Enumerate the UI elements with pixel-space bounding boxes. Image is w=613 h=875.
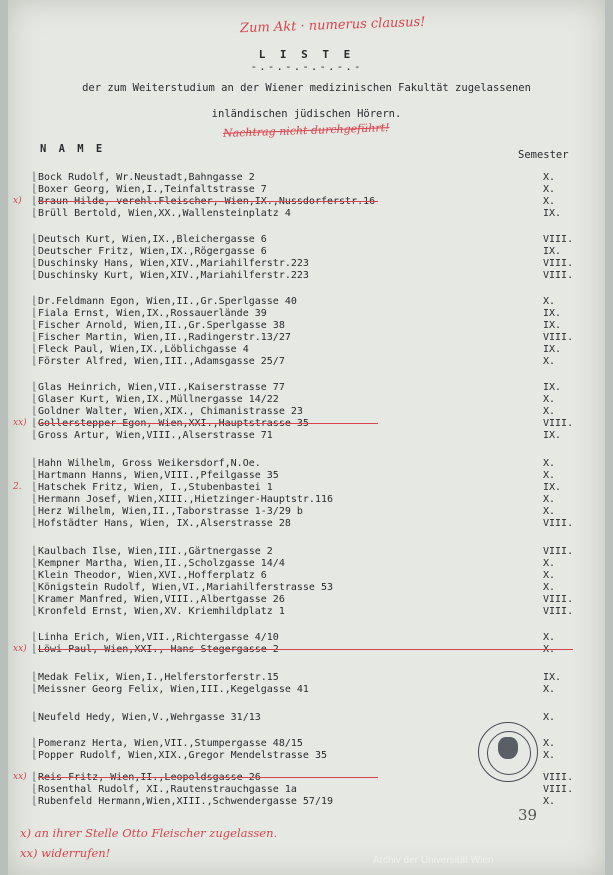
- list-row: [31, 256, 593, 269]
- strikethrough-line: [38, 423, 378, 424]
- semester-value: VIII.: [543, 234, 574, 245]
- list-row: [31, 782, 593, 795]
- semester-value: VIII.: [543, 518, 574, 529]
- semester-value: X.: [543, 406, 556, 417]
- semester-value: VIII.: [543, 258, 574, 269]
- list-row: [31, 468, 593, 481]
- student-entry: Hahn Wilhelm, Gross Weikersdorf,N.Oe.: [38, 458, 261, 469]
- checkmark-icon: ⌊: [31, 480, 38, 493]
- semester-value: X.: [543, 712, 556, 723]
- semester-value: IX.: [543, 344, 562, 355]
- list-row: [31, 306, 593, 319]
- student-entry: Fiala Ernst, Wien,IX.,Rossauerlände 39: [38, 308, 267, 319]
- subtitle-line-1: der zum Weiterstudium an der Wiener medizinischen Fakultät zugelassenen: [82, 82, 531, 94]
- list-row: [31, 592, 593, 605]
- checkmark-icon: ⌊: [31, 670, 38, 683]
- student-entry: Kaulbach Ilse, Wien,III.,Gärtnergasse 2: [38, 546, 273, 557]
- semester-value: VIII.: [543, 270, 574, 281]
- student-entry: Glas Heinrich, Wien,VII.,Kaiserstrasse 77: [38, 382, 285, 393]
- semester-value: X.: [543, 506, 556, 517]
- list-row: [31, 682, 593, 695]
- checkmark-icon: ⌊: [31, 354, 38, 367]
- checkmark-icon: ⌊: [31, 544, 38, 557]
- archive-stamp: [478, 722, 538, 782]
- list-row: [31, 268, 593, 281]
- checkmark-icon: ⌊: [31, 330, 38, 343]
- strikethrough-line: [38, 777, 378, 778]
- student-entry: Deutsch Kurt, Wien,IX.,Bleichergasse 6: [38, 234, 267, 245]
- checkmark-icon: ⌊: [31, 256, 38, 269]
- list-row: [31, 794, 593, 807]
- checkmark-icon: ⌊: [31, 268, 38, 281]
- semester-value: X.: [543, 296, 556, 307]
- student-entry: Klein Theodor, Wien,XVI.,Hofferplatz 6: [38, 570, 267, 581]
- semester-value: X.: [543, 738, 556, 749]
- checkmark-icon: ⌊: [31, 782, 38, 795]
- checkmark-icon: ⌊: [31, 592, 38, 605]
- eagle-seal-icon: [498, 737, 518, 759]
- footnote-replacement: x) an ihrer Stelle Otto Fleischer zugelassen.: [20, 826, 278, 840]
- checkmark-icon: ⌊: [31, 556, 38, 569]
- student-entry: Kronfeld Ernst, Wien,XV. Kriemhildplatz 1: [38, 606, 285, 617]
- semester-value: IX.: [543, 308, 562, 319]
- row-marker: x): [13, 196, 22, 206]
- student-entry: Boxer Georg, Wien,I.,Teinfaltstrasse 7: [38, 184, 267, 195]
- checkmark-icon: ⌊: [31, 682, 38, 695]
- checkmark-icon: ⌊: [31, 404, 38, 417]
- checkmark-icon: ⌊: [31, 748, 38, 761]
- student-entry: Bock Rudolf, Wr.Neustadt,Bahngasse 2: [38, 172, 255, 183]
- list-row: [13, 480, 593, 493]
- student-entry: Fischer Martin, Wien,II.,Radingerstr.13/27: [38, 332, 291, 343]
- semester-value: VIII.: [543, 594, 574, 605]
- student-entry: Neufeld Hedy, Wien,V.,Wehrgasse 31/13: [38, 712, 261, 723]
- student-entry: Duschinsky Hans, Wien,XIV.,Mariahilferstr.223: [38, 258, 309, 269]
- student-entry: Kempner Martha, Wien,II.,Scholzgasse 14/4: [38, 558, 285, 569]
- row-marker: 2.: [13, 482, 22, 492]
- semester-value: X.: [543, 172, 556, 183]
- list-row: [13, 416, 593, 429]
- student-entry: Medak Felix, Wien,I.,Helferstorferstr.15: [38, 672, 279, 683]
- list-row: [31, 556, 593, 569]
- list-row: [31, 380, 593, 393]
- list-row: [31, 392, 593, 405]
- student-entry: Goldner Walter, Wien,XIX., Chimanistrasse 23: [38, 406, 303, 417]
- student-entry: Glaser Kurt, Wien,IX.,Müllnergasse 14/22: [38, 394, 279, 405]
- semester-value: X.: [543, 750, 556, 761]
- checkmark-icon: ⌊: [31, 380, 38, 393]
- checkmark-icon: ⌊: [31, 770, 38, 783]
- column-header-semester: Semester: [518, 149, 569, 161]
- student-entry: Deutscher Fritz, Wien,IX.,Rögergasse 6: [38, 246, 267, 257]
- semester-value: X.: [543, 684, 556, 695]
- list-row: [31, 568, 593, 581]
- strikethrough-line: [38, 649, 573, 650]
- semester-value: X.: [543, 570, 556, 581]
- semester-value: X.: [543, 582, 556, 593]
- subtitle-line-2: inländischen jüdischen Hörern.: [211, 108, 402, 120]
- handwritten-top-note: Zum Akt · numerus clausus!: [239, 14, 426, 37]
- student-entry: Hatschek Fritz, Wien, I.,Stubenbastei 1: [38, 482, 273, 493]
- student-entry: Gross Artur, Wien,VIII.,Alserstrasse 71: [38, 430, 273, 441]
- semester-value: X.: [543, 458, 556, 469]
- list-row: [31, 492, 593, 505]
- student-entry: Meissner Georg Felix, Wien,III.,Kegelgasse 41: [38, 684, 309, 695]
- checkmark-icon: ⌊: [31, 456, 38, 469]
- checkmark-icon: ⌊: [31, 342, 38, 355]
- checkmark-icon: ⌊: [31, 392, 38, 405]
- student-entry: Pomeranz Herta, Wien,VII.,Stumpergasse 48/15: [38, 738, 303, 749]
- checkmark-icon: ⌊: [31, 416, 38, 429]
- semester-value: X.: [543, 356, 556, 367]
- archive-watermark: Archiv der Universität Wien: [373, 855, 494, 866]
- student-entry: Hartmann Hanns, Wien,VIII.,Pfeilgasse 35: [38, 470, 279, 481]
- semester-value: X.: [543, 470, 556, 481]
- semester-value: IX.: [543, 672, 562, 683]
- list-row: [31, 516, 593, 529]
- checkmark-icon: ⌊: [31, 206, 38, 219]
- semester-value: VIII.: [543, 418, 574, 429]
- list-row: [31, 206, 593, 219]
- row-marker: xx): [13, 772, 27, 782]
- checkmark-icon: ⌊: [31, 504, 38, 517]
- list-row: [31, 428, 593, 441]
- semester-value: IX.: [543, 482, 562, 493]
- semester-value: X.: [543, 184, 556, 195]
- checkmark-icon: ⌊: [31, 294, 38, 307]
- list-row: [31, 456, 593, 469]
- student-entry: Duschinsky Kurt, Wien,XIV.,Mariahilferstr.223: [38, 270, 309, 281]
- student-entry: Förster Alfred, Wien,III.,Adamsgasse 25/7: [38, 356, 285, 367]
- checkmark-icon: ⌊: [31, 182, 38, 195]
- semester-value: VIII.: [543, 606, 574, 617]
- checkmark-icon: ⌊: [31, 232, 38, 245]
- checkmark-icon: ⌊: [31, 736, 38, 749]
- semester-value: IX.: [543, 430, 562, 441]
- list-row: [31, 630, 593, 643]
- list-row: [31, 670, 593, 683]
- checkmark-icon: ⌊: [31, 244, 38, 257]
- list-row: [31, 504, 593, 517]
- list-row: [31, 604, 593, 617]
- document-title: L I S T E: [258, 48, 355, 61]
- semester-value: X.: [543, 394, 556, 405]
- semester-value: X.: [543, 796, 556, 807]
- semester-value: X.: [543, 558, 556, 569]
- semester-value: VIII.: [543, 784, 574, 795]
- list-row: [13, 194, 593, 207]
- title-rule: -.-.-.-.-.-.-: [250, 60, 363, 73]
- checkmark-icon: ⌊: [31, 318, 38, 331]
- checkmark-icon: ⌊: [31, 516, 38, 529]
- student-entry: Rubenfeld Hermann,Wien,XIII.,Schwendergasse 57/19: [38, 796, 334, 807]
- student-entry: Brüll Bertold, Wien,XX.,Wallensteinplatz 4: [38, 208, 291, 219]
- student-entry: Rosenthal Rudolf, XI.,Rautenstrauchgasse 1a: [38, 784, 297, 795]
- student-entry: Fischer Arnold, Wien,II.,Gr.Sperlgasse 38: [38, 320, 285, 331]
- checkmark-icon: ⌊: [31, 642, 38, 655]
- list-row: [31, 330, 593, 343]
- semester-value: X.: [543, 632, 556, 643]
- student-entry: Linha Erich, Wien,VII.,Richtergasse 4/10: [38, 632, 279, 643]
- semester-value: X.: [543, 196, 556, 207]
- semester-value: VIII.: [543, 772, 574, 783]
- footnote-revoked: xx) widerrufen!: [20, 846, 111, 860]
- checkmark-icon: ⌊: [31, 194, 38, 207]
- list-row: [31, 404, 593, 417]
- semester-value: IX.: [543, 246, 562, 257]
- checkmark-icon: ⌊: [31, 568, 38, 581]
- checkmark-icon: ⌊: [31, 428, 38, 441]
- document-page: [8, 0, 605, 875]
- list-row: [31, 294, 593, 307]
- student-entry: Dr.Feldmann Egon, Wien,II.,Gr.Sperlgasse 40: [38, 296, 297, 307]
- list-row: [31, 244, 593, 257]
- page-number: 39: [518, 806, 538, 824]
- list-row: [31, 232, 593, 245]
- semester-value: IX.: [543, 382, 562, 393]
- student-entry: Königstein Rudolf, Wien,VI.,Mariahilferstrasse 53: [38, 582, 334, 593]
- semester-value: VIII.: [543, 332, 574, 343]
- student-entry: Popper Rudolf, Wien,XIX.,Gregor Mendelstrasse 35: [38, 750, 327, 761]
- student-entry: Kramer Manfred, Wien,VIII.,Albertgasse 26: [38, 594, 285, 605]
- student-entry: Fleck Paul, Wien,IX.,Löblichgasse 4: [38, 344, 249, 355]
- list-row: [31, 354, 593, 367]
- checkmark-icon: ⌊: [31, 710, 38, 723]
- checkmark-icon: ⌊: [31, 492, 38, 505]
- student-entry: Hofstädter Hans, Wien, IX.,Alserstrasse 28: [38, 518, 291, 529]
- checkmark-icon: ⌊: [31, 630, 38, 643]
- semester-value: IX.: [543, 320, 562, 331]
- struck-handwritten-note: Nachtrag nicht durchgeführt!: [222, 121, 390, 140]
- semester-value: X.: [543, 494, 556, 505]
- semester-value: VIII.: [543, 546, 574, 557]
- list-row: [31, 318, 593, 331]
- list-row: [31, 170, 593, 183]
- list-row: [13, 642, 593, 655]
- column-header-name: N A M E: [40, 143, 106, 155]
- list-row: [31, 580, 593, 593]
- list-row: [31, 544, 593, 557]
- checkmark-icon: ⌊: [31, 794, 38, 807]
- student-entry: Hermann Josef, Wien,XIII.,Hietzinger-Hauptstr.116: [38, 494, 334, 505]
- checkmark-icon: ⌊: [31, 604, 38, 617]
- student-entry: Herz Wilhelm, Wien,II.,Taborstrasse 1-3/29 b: [38, 506, 303, 517]
- checkmark-icon: ⌊: [31, 468, 38, 481]
- checkmark-icon: ⌊: [31, 580, 38, 593]
- list-row: [31, 342, 593, 355]
- strikethrough-line: [38, 201, 378, 202]
- row-marker: xx): [13, 644, 27, 654]
- row-marker: xx): [13, 418, 27, 428]
- semester-value: IX.: [543, 208, 562, 219]
- list-row: [31, 182, 593, 195]
- checkmark-icon: ⌊: [31, 170, 38, 183]
- checkmark-icon: ⌊: [31, 306, 38, 319]
